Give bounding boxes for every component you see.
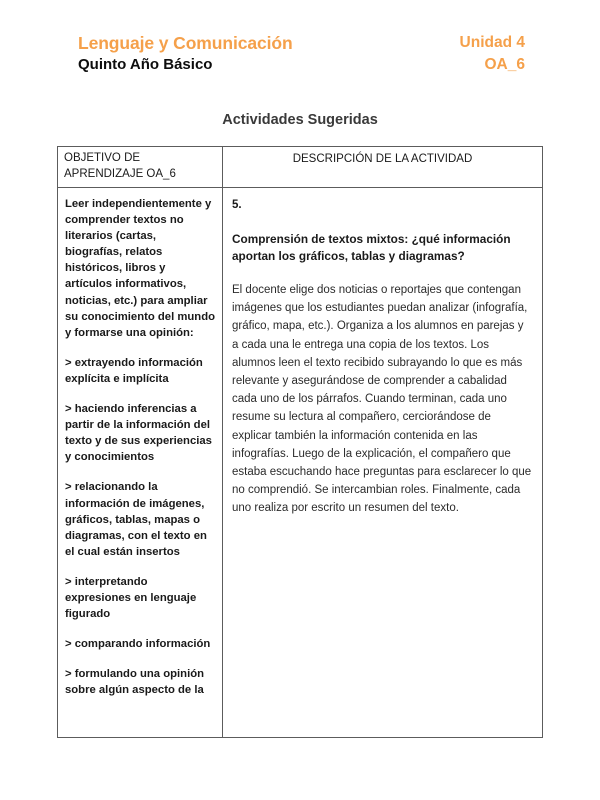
- table-header-row: [58, 147, 542, 188]
- document-header: [0, 32, 600, 84]
- objective-paragraph: > formulando una opinión sobre algún aspecto de la: [65, 668, 205, 697]
- table-body-row: [58, 188, 542, 738]
- objective-paragraph: > haciendo inferencias a partir de la información del texto y de sus experiencias y conocimientos: [65, 403, 212, 464]
- objective-paragraph: > extrayendo información explícita e implícita: [65, 356, 203, 385]
- header-right-block: [320, 32, 525, 75]
- activity-cell: [223, 188, 542, 738]
- page-title: Actividades Sugeridas: [222, 112, 378, 128]
- unit-label: Unidad 4: [459, 34, 525, 51]
- objective-code-label: OA_6: [484, 56, 525, 73]
- activities-table: [57, 146, 543, 738]
- objective-paragraph: > interpretando expresiones en lenguaje figurado: [65, 575, 197, 621]
- objective-paragraph: > comparando información: [65, 638, 211, 651]
- activity-number: 5.: [232, 199, 242, 211]
- activity-question: Comprensión de textos mixtos: ¿qué información aportan los gráficos, tablas y diagramas?: [232, 232, 511, 263]
- objective-cell: [58, 188, 223, 738]
- objective-paragraph: Leer independientemente y comprender textos no literarios (cartas, biografías, relatos históricos, libros y artículos informativos, noticias, etc.) para ampliar su conocimiento del mundo y formarse una opinión:: [65, 198, 216, 339]
- header-left-block: [78, 32, 293, 75]
- table-header-objective: OBJETIVO DE APRENDIZAJE OA_6: [58, 147, 223, 187]
- grade-title: Quinto Año Básico: [78, 56, 213, 73]
- objective-paragraph: > relacionando la información de imágenes, gráficos, tablas, mapas o diagramas, con el texto en el cual están insertos: [65, 481, 207, 558]
- table-header-description: DESCRIPCIÓN DE LA ACTIVIDAD: [292, 153, 473, 165]
- subject-title: Lenguaje y Comunicación: [78, 33, 293, 53]
- activity-description: El docente elige dos noticias o reportajes que contengan imágenes que los estudiantes puedan analizar (infografía, gráfico, mapa, etc.). Organiza a los alumnos en parejas y a cada una le entrega una copia de los textos. Los alumnos leen el texto recibido subrayando lo que es más relevante y asegurándose de comprender a cabalidad cada uno de los párrafos. Cuando terminan, cada uno resume su lectura al compañero, cerciorándose de explicar también la información contenida en las infografías. Luego de la explicación, el compañero que estaba escuchando hace preguntas para esclarecer lo que no comprendió. Se intercambian roles. Finalmente, cada uno realiza por escrito un resumen del texto.: [232, 284, 532, 515]
